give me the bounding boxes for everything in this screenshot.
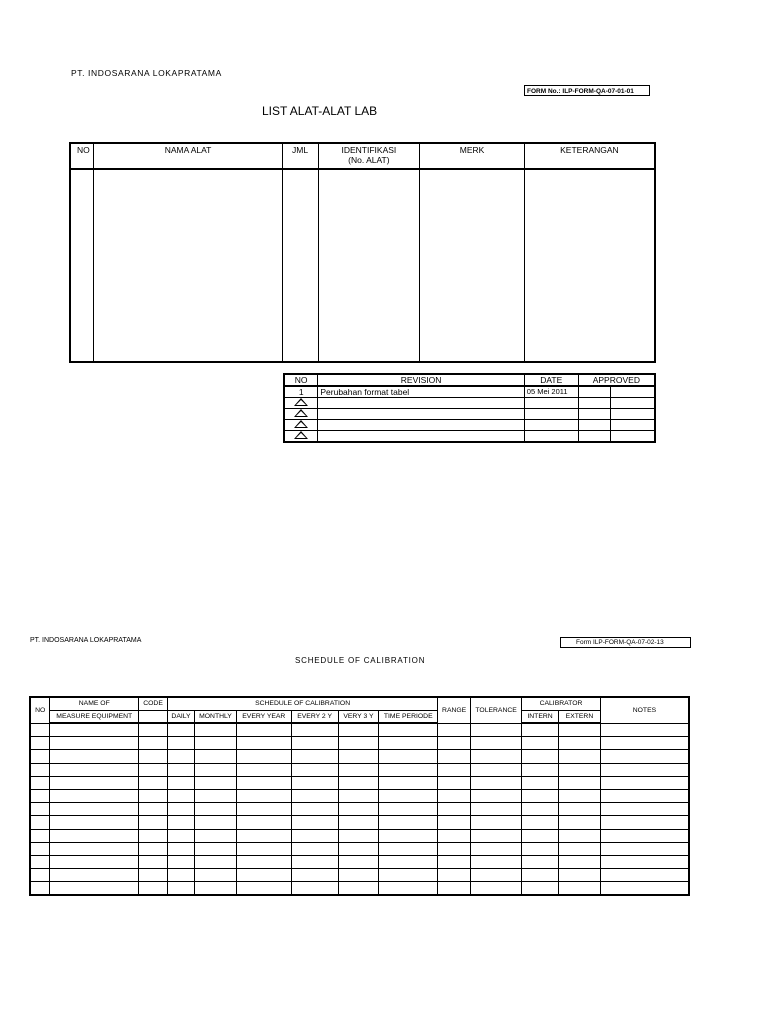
cell[interactable] bbox=[379, 816, 438, 829]
cell[interactable] bbox=[291, 750, 338, 763]
cell[interactable] bbox=[70, 169, 94, 362]
cell[interactable] bbox=[471, 776, 522, 789]
delta-triangle-icon bbox=[294, 420, 308, 428]
cell[interactable] bbox=[50, 737, 139, 750]
cell[interactable] bbox=[168, 723, 195, 737]
cell[interactable] bbox=[139, 723, 168, 737]
cell[interactable] bbox=[600, 789, 689, 802]
company-name: PT. INDOSARANA LOKAPRATAMA bbox=[71, 68, 222, 78]
cell[interactable] bbox=[471, 750, 522, 763]
cell[interactable] bbox=[168, 803, 195, 816]
cell[interactable] bbox=[522, 789, 559, 802]
cell[interactable] bbox=[236, 882, 291, 896]
cal-col-code: CODE bbox=[139, 697, 168, 710]
cell[interactable] bbox=[610, 386, 655, 398]
cell[interactable] bbox=[600, 750, 689, 763]
cell[interactable] bbox=[379, 750, 438, 763]
cell[interactable] bbox=[30, 763, 50, 776]
cal-col-calibrator: CALIBRATOR bbox=[522, 697, 601, 710]
cell[interactable] bbox=[379, 803, 438, 816]
rev-col-approved: APPROVED bbox=[578, 374, 655, 386]
cell[interactable] bbox=[578, 431, 610, 443]
cell[interactable] bbox=[291, 776, 338, 789]
cal-col-monthly: MONTHLY bbox=[194, 710, 236, 723]
cell[interactable] bbox=[236, 750, 291, 763]
delta-triangle-icon bbox=[294, 398, 308, 406]
table-row bbox=[30, 789, 689, 802]
cell[interactable] bbox=[194, 723, 236, 737]
rev-no: 1 bbox=[284, 386, 318, 398]
cell[interactable] bbox=[522, 842, 559, 855]
cell[interactable] bbox=[522, 855, 559, 868]
cell[interactable] bbox=[168, 763, 195, 776]
cell[interactable] bbox=[379, 855, 438, 868]
col-identifikasi bbox=[318, 143, 420, 169]
cell[interactable] bbox=[578, 409, 610, 420]
cell[interactable] bbox=[282, 169, 318, 362]
cell[interactable] bbox=[379, 842, 438, 855]
cell[interactable] bbox=[50, 789, 139, 802]
cell[interactable] bbox=[338, 763, 379, 776]
cell[interactable] bbox=[30, 723, 50, 737]
page-title: LIST ALAT-ALAT LAB bbox=[262, 104, 378, 118]
cell[interactable] bbox=[379, 776, 438, 789]
cell[interactable] bbox=[30, 737, 50, 750]
col-nama-alat: NAMA ALAT bbox=[94, 143, 282, 169]
cell[interactable] bbox=[471, 789, 522, 802]
cal-col-every-year: EVERY YEAR bbox=[236, 710, 291, 723]
cell[interactable] bbox=[438, 882, 471, 896]
cell[interactable] bbox=[236, 842, 291, 855]
cal-col-intern: INTERN bbox=[522, 710, 559, 723]
cell[interactable] bbox=[338, 776, 379, 789]
rev-col-no: NO bbox=[284, 374, 318, 386]
cell[interactable] bbox=[600, 855, 689, 868]
cell[interactable] bbox=[194, 842, 236, 855]
cell[interactable] bbox=[438, 869, 471, 882]
cell[interactable] bbox=[318, 398, 524, 409]
cell[interactable] bbox=[438, 855, 471, 868]
cal-col-no: NO bbox=[30, 697, 50, 723]
cal-col-time-periode: TIME PERIODE bbox=[379, 710, 438, 723]
cell[interactable] bbox=[30, 882, 50, 896]
cal-col-schedule: SCHEDULE OF CALIBRATION bbox=[168, 697, 438, 710]
cell[interactable] bbox=[50, 816, 139, 829]
equipment-list-table bbox=[69, 142, 656, 363]
cell[interactable] bbox=[139, 816, 168, 829]
cell[interactable] bbox=[139, 776, 168, 789]
cell[interactable] bbox=[50, 855, 139, 868]
cell[interactable] bbox=[600, 869, 689, 882]
cell[interactable] bbox=[50, 723, 139, 737]
cell[interactable] bbox=[438, 723, 471, 737]
rev-col-date: DATE bbox=[524, 374, 578, 386]
cell[interactable] bbox=[471, 829, 522, 842]
table-row bbox=[284, 386, 655, 398]
cell[interactable] bbox=[522, 829, 559, 842]
cell[interactable] bbox=[438, 737, 471, 750]
cell[interactable] bbox=[168, 829, 195, 842]
cell[interactable] bbox=[559, 882, 601, 896]
table-row bbox=[30, 750, 689, 763]
cell[interactable] bbox=[291, 855, 338, 868]
form-number: FORM No.: ILP-FORM-QA-07-01-01 bbox=[524, 85, 650, 96]
cell[interactable] bbox=[168, 869, 195, 882]
cell[interactable] bbox=[30, 869, 50, 882]
cell[interactable] bbox=[438, 750, 471, 763]
cal-col-name-of: NAME OF bbox=[50, 697, 139, 710]
cell[interactable] bbox=[559, 803, 601, 816]
cell[interactable] bbox=[338, 816, 379, 829]
cell[interactable] bbox=[139, 842, 168, 855]
table-row bbox=[284, 420, 655, 431]
cell[interactable] bbox=[291, 763, 338, 776]
delta-triangle-icon bbox=[294, 409, 308, 417]
cell[interactable] bbox=[578, 420, 610, 431]
cell[interactable] bbox=[438, 789, 471, 802]
cell[interactable] bbox=[194, 882, 236, 896]
cell[interactable] bbox=[379, 737, 438, 750]
cell[interactable] bbox=[291, 737, 338, 750]
cell[interactable] bbox=[291, 842, 338, 855]
table-row bbox=[30, 842, 689, 855]
cell[interactable] bbox=[600, 803, 689, 816]
cell[interactable] bbox=[438, 803, 471, 816]
cell[interactable] bbox=[236, 869, 291, 882]
schedule-title: SCHEDULE OF CALIBRATION bbox=[295, 656, 426, 665]
table-row bbox=[284, 409, 655, 420]
cell[interactable] bbox=[338, 869, 379, 882]
cell[interactable] bbox=[236, 737, 291, 750]
table-row bbox=[30, 869, 689, 882]
cell[interactable] bbox=[559, 750, 601, 763]
cell[interactable] bbox=[50, 829, 139, 842]
cell[interactable] bbox=[318, 420, 524, 431]
cell[interactable] bbox=[438, 763, 471, 776]
cell[interactable] bbox=[379, 789, 438, 802]
cell[interactable] bbox=[522, 737, 559, 750]
cell[interactable] bbox=[438, 842, 471, 855]
cell[interactable] bbox=[578, 386, 610, 398]
col-jml: JML bbox=[282, 143, 318, 169]
table-row bbox=[30, 723, 689, 737]
cell[interactable] bbox=[50, 842, 139, 855]
cal-col-notes: NOTES bbox=[600, 697, 689, 723]
cell[interactable] bbox=[94, 169, 282, 362]
cell[interactable] bbox=[578, 398, 610, 409]
cell[interactable] bbox=[559, 816, 601, 829]
cell[interactable] bbox=[471, 803, 522, 816]
cell[interactable] bbox=[194, 763, 236, 776]
cell[interactable] bbox=[610, 409, 655, 420]
cell[interactable] bbox=[438, 829, 471, 842]
cell[interactable] bbox=[559, 737, 601, 750]
cell[interactable] bbox=[194, 829, 236, 842]
cell[interactable] bbox=[30, 855, 50, 868]
cell[interactable] bbox=[522, 869, 559, 882]
cell[interactable] bbox=[50, 750, 139, 763]
cell[interactable] bbox=[471, 855, 522, 868]
cell[interactable] bbox=[139, 789, 168, 802]
cell[interactable] bbox=[600, 842, 689, 855]
form-number-2: Form ILP-FORM-QA-07-02-13 bbox=[560, 637, 691, 648]
table-row bbox=[284, 398, 655, 409]
cell[interactable] bbox=[236, 776, 291, 789]
cal-col-extern: EXTERN bbox=[559, 710, 601, 723]
cell[interactable] bbox=[30, 842, 50, 855]
cell[interactable] bbox=[291, 723, 338, 737]
cell[interactable] bbox=[139, 803, 168, 816]
cell[interactable] bbox=[30, 789, 50, 802]
cell[interactable] bbox=[30, 829, 50, 842]
cell[interactable] bbox=[600, 816, 689, 829]
col-identifikasi-label: IDENTIFIKASI bbox=[341, 145, 397, 155]
cell[interactable] bbox=[30, 816, 50, 829]
cell[interactable] bbox=[194, 803, 236, 816]
cell[interactable] bbox=[50, 803, 139, 816]
cell[interactable] bbox=[471, 842, 522, 855]
cell[interactable] bbox=[168, 816, 195, 829]
cell[interactable] bbox=[522, 803, 559, 816]
cell[interactable] bbox=[471, 723, 522, 737]
cell[interactable] bbox=[194, 750, 236, 763]
cell[interactable] bbox=[338, 855, 379, 868]
cell[interactable] bbox=[139, 869, 168, 882]
company-name-2: PT. INDOSARANA LOKAPRATAMA bbox=[30, 637, 142, 644]
revision-table bbox=[283, 373, 656, 443]
cell[interactable] bbox=[50, 776, 139, 789]
cell[interactable] bbox=[168, 776, 195, 789]
cell[interactable] bbox=[610, 431, 655, 443]
cal-col-very-3y: VERY 3 Y bbox=[338, 710, 379, 723]
cell[interactable] bbox=[50, 869, 139, 882]
cal-col-code-blank bbox=[139, 710, 168, 723]
cell[interactable] bbox=[524, 169, 655, 362]
table-row bbox=[30, 776, 689, 789]
cell[interactable] bbox=[559, 829, 601, 842]
cell[interactable] bbox=[338, 750, 379, 763]
cell[interactable] bbox=[291, 803, 338, 816]
table-row bbox=[30, 882, 689, 896]
cell[interactable] bbox=[236, 763, 291, 776]
cell[interactable] bbox=[236, 816, 291, 829]
delta-triangle-icon bbox=[294, 431, 308, 439]
cell[interactable] bbox=[139, 763, 168, 776]
cell[interactable] bbox=[610, 420, 655, 431]
cell[interactable] bbox=[600, 763, 689, 776]
cell[interactable] bbox=[168, 737, 195, 750]
cell[interactable] bbox=[524, 398, 578, 409]
cell[interactable] bbox=[139, 737, 168, 750]
table-row bbox=[30, 855, 689, 868]
cell[interactable] bbox=[522, 816, 559, 829]
cell[interactable] bbox=[559, 869, 601, 882]
cell[interactable] bbox=[291, 882, 338, 896]
cell[interactable] bbox=[559, 776, 601, 789]
cell[interactable] bbox=[420, 169, 525, 362]
cell[interactable] bbox=[194, 869, 236, 882]
cell[interactable] bbox=[600, 882, 689, 896]
cell[interactable] bbox=[522, 882, 559, 896]
cell[interactable] bbox=[600, 829, 689, 842]
cell[interactable] bbox=[338, 829, 379, 842]
cell[interactable] bbox=[379, 829, 438, 842]
cell[interactable] bbox=[379, 882, 438, 896]
cell[interactable] bbox=[471, 869, 522, 882]
cell[interactable] bbox=[438, 816, 471, 829]
cell[interactable] bbox=[524, 409, 578, 420]
cell[interactable] bbox=[522, 723, 559, 737]
table-row bbox=[30, 737, 689, 750]
cell[interactable] bbox=[168, 789, 195, 802]
cell[interactable] bbox=[471, 737, 522, 750]
cell[interactable] bbox=[236, 803, 291, 816]
cal-col-daily: DAILY bbox=[168, 710, 195, 723]
cal-col-measure-equipment: MEASURE EQUIPMENT bbox=[50, 710, 139, 723]
cell[interactable] bbox=[379, 869, 438, 882]
cell[interactable] bbox=[50, 882, 139, 896]
cell[interactable] bbox=[318, 431, 524, 443]
col-no: NO bbox=[70, 143, 94, 169]
rev-text: Perubahan format tabel bbox=[318, 386, 524, 398]
cell[interactable] bbox=[338, 737, 379, 750]
cell[interactable] bbox=[471, 882, 522, 896]
cell[interactable] bbox=[559, 763, 601, 776]
cell[interactable] bbox=[471, 763, 522, 776]
cell[interactable] bbox=[291, 869, 338, 882]
cell[interactable] bbox=[559, 789, 601, 802]
cell[interactable] bbox=[610, 398, 655, 409]
table-row bbox=[284, 431, 655, 443]
cell[interactable] bbox=[168, 855, 195, 868]
cell[interactable] bbox=[168, 750, 195, 763]
cell[interactable] bbox=[236, 789, 291, 802]
cell[interactable] bbox=[379, 723, 438, 737]
col-keterangan: KETERANGAN bbox=[524, 143, 655, 169]
cell[interactable] bbox=[522, 776, 559, 789]
cell[interactable] bbox=[600, 737, 689, 750]
cell[interactable] bbox=[194, 789, 236, 802]
table-row bbox=[70, 169, 655, 362]
cal-col-tolerance: TOLERANCE bbox=[471, 697, 522, 723]
col-identifikasi-sub: (No. ALAT) bbox=[348, 155, 390, 165]
cell[interactable] bbox=[236, 723, 291, 737]
cell[interactable] bbox=[318, 169, 420, 362]
cell[interactable] bbox=[338, 882, 379, 896]
cell[interactable] bbox=[236, 855, 291, 868]
table-row bbox=[30, 803, 689, 816]
cell[interactable] bbox=[168, 882, 195, 896]
calibration-schedule-table bbox=[29, 696, 690, 896]
cell[interactable] bbox=[524, 420, 578, 431]
cell[interactable] bbox=[318, 409, 524, 420]
rev-col-revision: REVISION bbox=[318, 374, 524, 386]
cell[interactable] bbox=[524, 431, 578, 443]
cell[interactable] bbox=[168, 842, 195, 855]
cell[interactable] bbox=[559, 855, 601, 868]
rev-date: 05 Mei 2011 bbox=[524, 386, 578, 398]
table-row bbox=[30, 829, 689, 842]
cal-col-range: RANGE bbox=[438, 697, 471, 723]
table-row bbox=[30, 816, 689, 829]
cell[interactable] bbox=[522, 763, 559, 776]
cell[interactable] bbox=[236, 829, 291, 842]
cell[interactable] bbox=[30, 803, 50, 816]
cal-col-every-2y: EVERY 2 Y bbox=[291, 710, 338, 723]
cell[interactable] bbox=[194, 816, 236, 829]
cell[interactable] bbox=[194, 776, 236, 789]
cell[interactable] bbox=[139, 750, 168, 763]
cell[interactable] bbox=[139, 829, 168, 842]
cell[interactable] bbox=[291, 789, 338, 802]
cell[interactable] bbox=[438, 776, 471, 789]
cell[interactable] bbox=[194, 855, 236, 868]
cell[interactable] bbox=[379, 763, 438, 776]
cell[interactable] bbox=[30, 776, 50, 789]
col-merk: MERK bbox=[420, 143, 525, 169]
cell[interactable] bbox=[139, 882, 168, 896]
cell[interactable] bbox=[291, 829, 338, 842]
cell[interactable] bbox=[194, 737, 236, 750]
cell[interactable] bbox=[338, 723, 379, 737]
cell[interactable] bbox=[559, 723, 601, 737]
cell[interactable] bbox=[600, 723, 689, 737]
cell[interactable] bbox=[559, 842, 601, 855]
cell[interactable] bbox=[600, 776, 689, 789]
cell[interactable] bbox=[522, 750, 559, 763]
cell[interactable] bbox=[338, 803, 379, 816]
table-row bbox=[30, 763, 689, 776]
cell[interactable] bbox=[291, 816, 338, 829]
cell[interactable] bbox=[50, 763, 139, 776]
cell[interactable] bbox=[338, 789, 379, 802]
cell[interactable] bbox=[338, 842, 379, 855]
cell[interactable] bbox=[471, 816, 522, 829]
cell[interactable] bbox=[30, 750, 50, 763]
cell[interactable] bbox=[139, 855, 168, 868]
